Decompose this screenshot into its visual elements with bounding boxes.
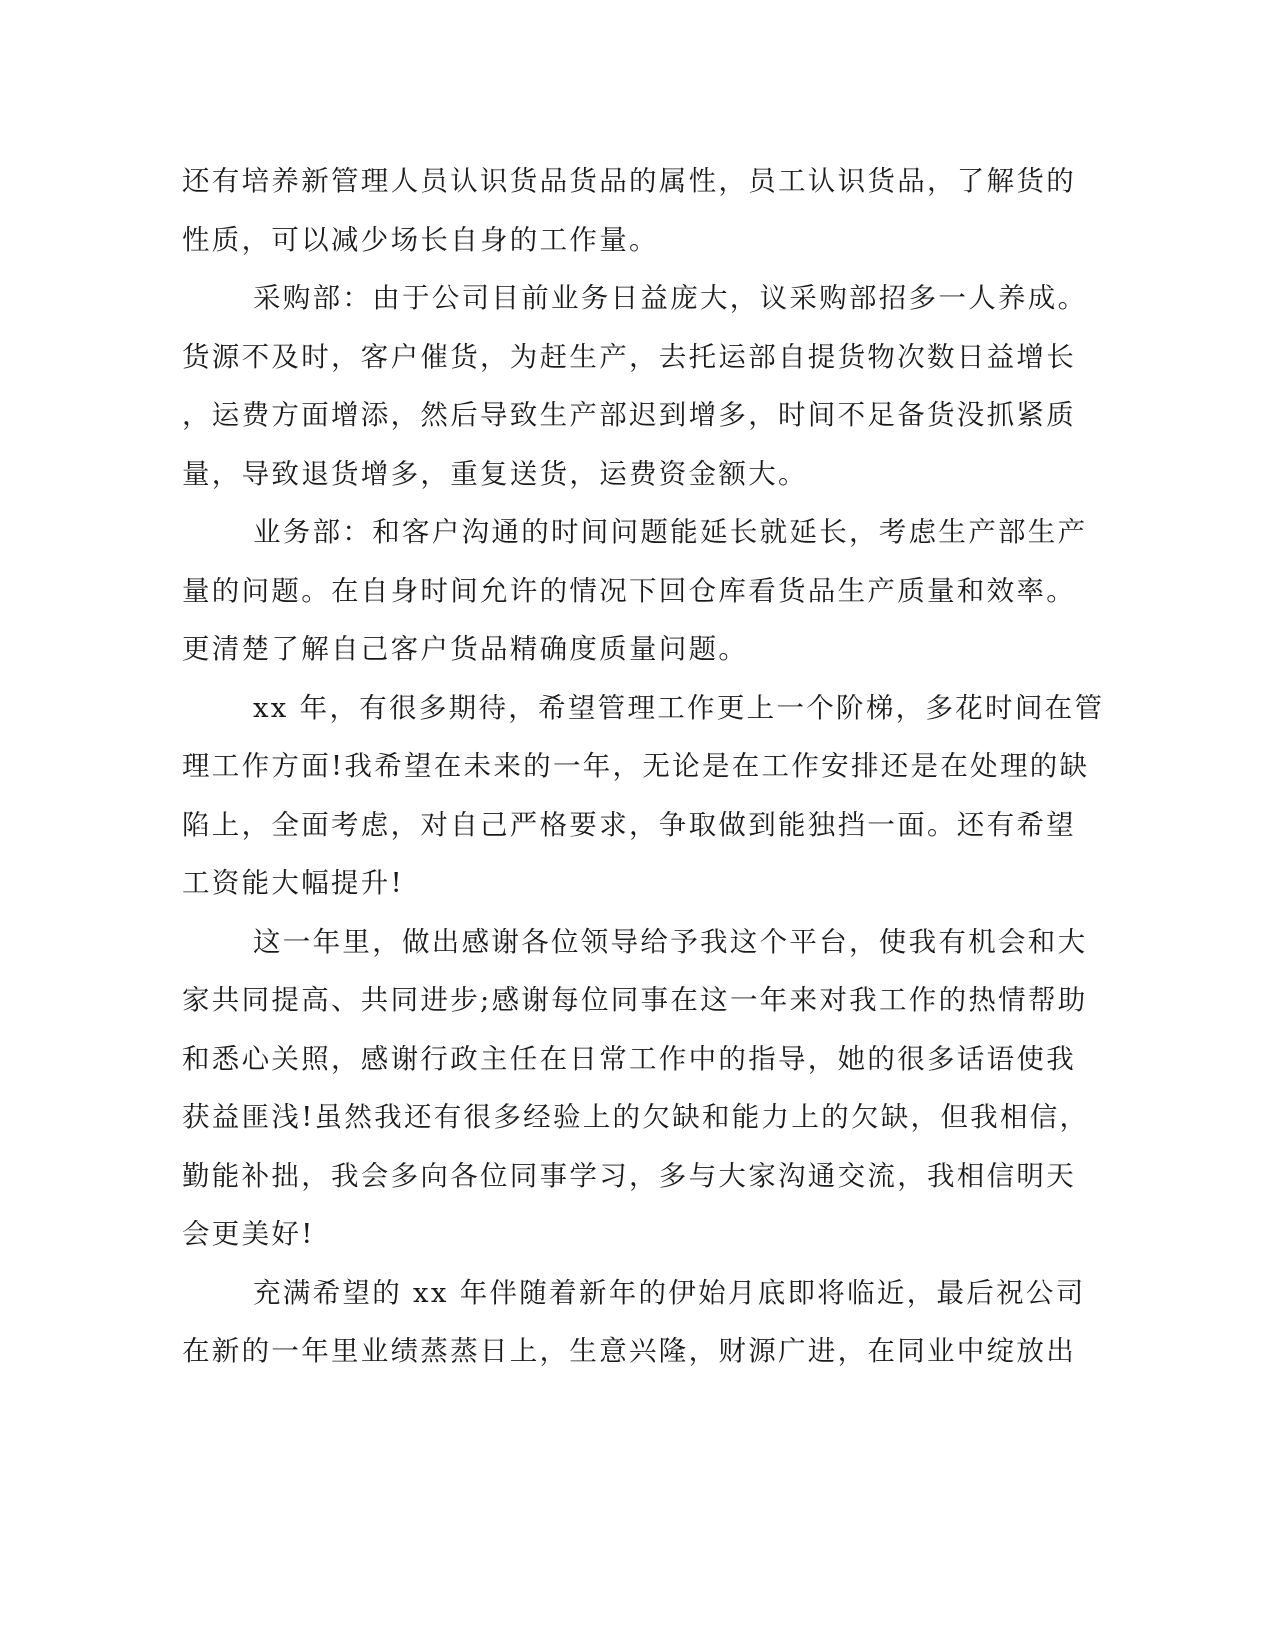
text-line: 理工作方面!我希望在未来的一年，无论是在工作安排还是在处理的缺: [182, 750, 1090, 782]
text-line: 量的问题。在自身时间允许的情况下回仓库看货品生产质量和效率。: [182, 574, 1076, 607]
text-line: 采购部：由于公司目前业务日益庞大，议采购部招多一人养成。: [253, 282, 1088, 314]
text-line: 家共同提高、共同进步;感谢每位同事在这一年来对我工作的热情帮助: [182, 984, 1088, 1016]
paragraph-closing: [182, 1264, 1086, 1381]
text-line: xx 年，有很多期待，希望管理工作更上一个阶梯，多花时间在管: [253, 691, 1105, 724]
paragraph-business: [182, 503, 1088, 679]
text-line: 陷上，全面考虑，对自己严格要求，争取做到能独挡一面。还有希望: [182, 808, 1076, 841]
text-line: 充满希望的 xx 年伴随着新年的伊始月底即将临近，最后祝公司: [253, 1276, 1086, 1309]
text-line: 会更美好!: [182, 1218, 315, 1250]
text-line: 和悉心关照，感谢行政主任在日常工作中的指导，她的很多话语使我: [182, 1042, 1076, 1075]
text-line: 在新的一年里业绩蒸蒸日上，生意兴隆，财源广进，在同业中绽放出: [182, 1335, 1076, 1367]
text-line: ，运费方面增添，然后导致生产部迟到增多，时间不足备货没抓紧质: [182, 399, 1076, 431]
document-body: [182, 152, 1105, 1381]
paragraph-expectations: [182, 679, 1105, 913]
text-line: 获益匪浅!虽然我还有很多经验上的欠缺和能力上的欠缺，但我相信，: [182, 1101, 1090, 1133]
text-line: 还有培养新管理人员认识货品货品的属性，员工认识货品，了解货的: [182, 165, 1076, 197]
text-line: 这一年里，做出感谢各位领导给予我这个平台，使我有机会和大: [253, 925, 1088, 958]
text-line: 业务部：和客户沟通的时间问题能延长就延长，考虑生产部生产: [253, 516, 1088, 548]
paragraph-thanks: [182, 913, 1090, 1264]
text-line: 货源不及时，客户催货，为赶生产，去托运部自提货物次数日益增长: [182, 340, 1076, 373]
paragraph-purchasing: [182, 269, 1088, 503]
text-line: 更清楚了解自己客户货品精确度质量问题。: [182, 633, 749, 665]
text-line: 性质，可以减少场长自身的工作量。: [182, 223, 659, 256]
text-line: 量，导致退货增多，重复送货，运费资金额大。: [182, 457, 808, 490]
paragraph-warehouse: [182, 152, 1076, 269]
text-line: 勤能补拙，我会多向各位同事学习，多与大家沟通交流，我相信明天: [182, 1159, 1076, 1192]
text-line: 工资能大幅提升!: [182, 867, 404, 899]
